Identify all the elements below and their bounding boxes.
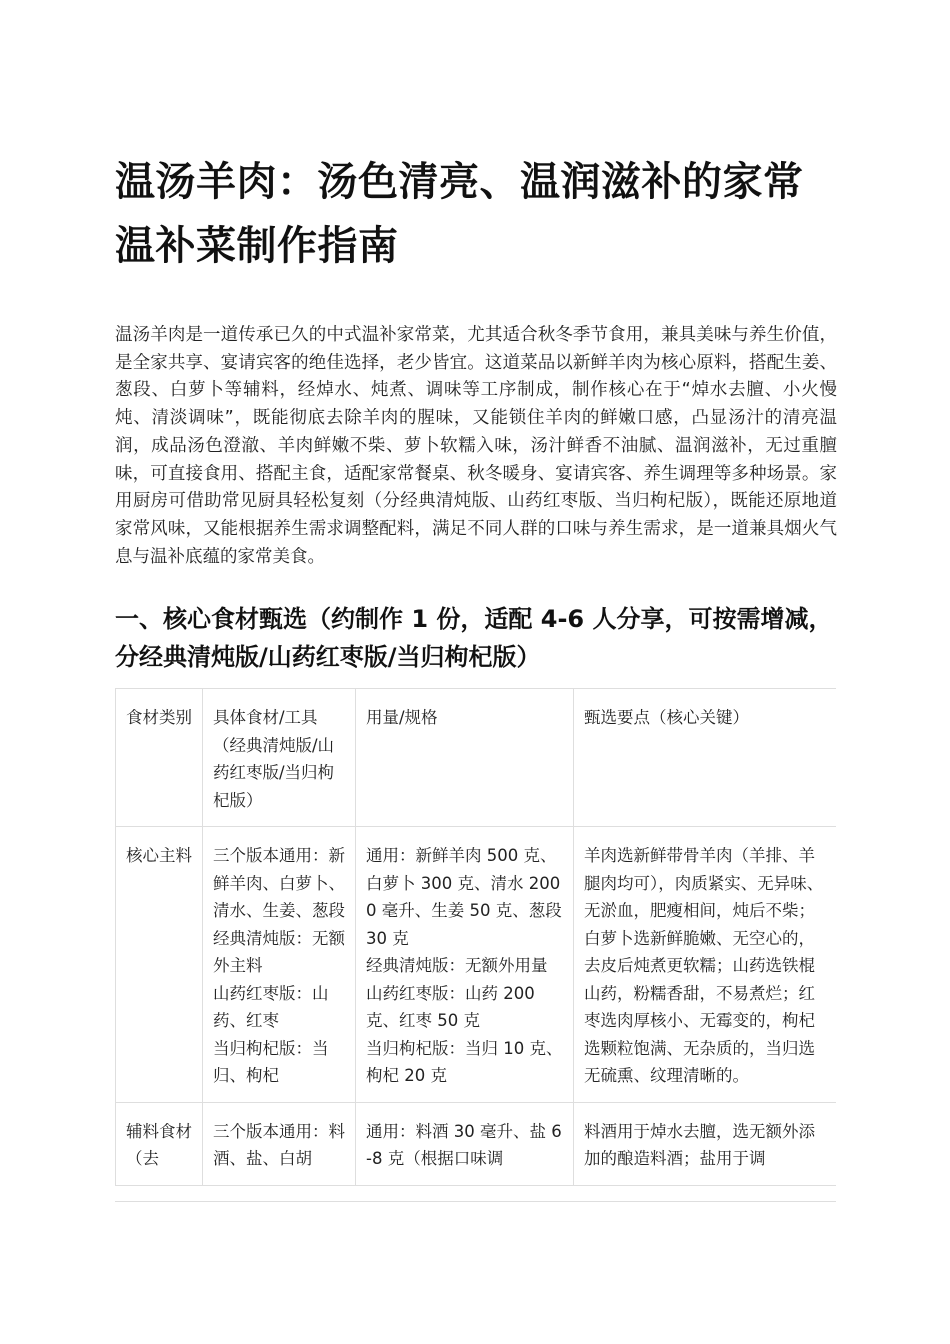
header-cell-item: 具体食材/工具（经典清炖版/山药红枣版/当归枸杞版） bbox=[203, 689, 356, 827]
table-row bbox=[116, 827, 837, 1103]
table-row bbox=[116, 1102, 837, 1185]
cell-item: 三个版本通用：新鲜羊肉、白萝卜、清水、生姜、葱段 经典清炖版：无额外主料 山药红枣版：山药、红枣 当归枸杞版：当归、枸杞 bbox=[203, 827, 356, 1103]
header-cell-category: 食材类别 bbox=[116, 689, 203, 827]
header-cell-tips: 甄选要点（核心关键） bbox=[574, 689, 837, 827]
section-heading-ingredients: 一、核心食材甄选（约制作 1 份，适配 4-6 人分享，可按需增减，分经典清炖版/山药红枣版/当归枸杞版） bbox=[115, 605, 833, 671]
cell-amount: 通用：新鲜羊肉 500 克、白萝卜 300 克、清水 2000 毫升、生姜 50 克、葱段 30 克 经典清炖版：无额外用量 山药红枣版：山药 200 克、红枣 50 克 当归枸杞版：当归 10 克、枸杞 20 克 bbox=[356, 827, 574, 1103]
cell-amount: 通用：料酒 30 毫升、盐 6-8 克（根据口味调 bbox=[356, 1102, 574, 1185]
cell-category: 辅料食材（去 bbox=[116, 1102, 203, 1185]
table-header-row bbox=[116, 689, 837, 827]
ingredients-table-container bbox=[115, 688, 836, 1202]
cell-tips: 羊肉选新鲜带骨羊肉（羊排、羊腿肉均可），肉质紧实、无异味、无淤血，肥瘦相间，炖后不柴；白萝卜选新鲜脆嫩、无空心的，去皮后炖煮更软糯；山药选铁棍山药，粉糯香甜，不易煮烂；红枣选肉厚核小、无霉变的，枸杞选颗粒饱满、无杂质的，当归选无硫熏、纹理清晰的。 bbox=[574, 827, 837, 1103]
header-cell-amount: 用量/规格 bbox=[356, 689, 574, 827]
cell-tips: 料酒用于焯水去膻，选无额外添加的酿造料酒；盐用于调 bbox=[574, 1102, 837, 1185]
cell-category: 核心主料 bbox=[116, 827, 203, 1103]
document-title: 温汤羊肉：汤色清亮、温润滋补的家常温补菜制作指南 bbox=[115, 159, 804, 269]
intro-paragraph: 温汤羊肉是一道传承已久的中式温补家常菜，尤其适合秋冬季节食用，兼具美味与养生价值，是全家共享、宴请宾客的绝佳选择，老少皆宜。这道菜品以新鲜羊肉为核心原料，搭配生姜、葱段、白萝卜等辅料，经焯水、炖煮、调味等工序制成，制作核心在于“焯水去膻、小火慢炖、清淡调味”，既能彻底去除羊肉的腥味，又能锁住羊肉的鲜嫩口感，凸显汤汁的清亮温润，成品汤色澄澈、羊肉鲜嫩不柴、萝卜软糯入味，汤汁鲜香不油腻、温润滋补，无过重膻味，可直接食用、搭配主食，适配家常餐桌、秋冬暖身、宴请宾客、养生调理等多种场景。家用厨房可借助常见厨具轻松复刻（分经典清炖版、山药红枣版、当归枸杞版），既能还原地道家常风味，又能根据养生需求调整配料，满足不同人群的口味与养生需求，是一道兼具烟火气息与温补底蕴的家常美食。 bbox=[115, 325, 837, 567]
ingredients-table bbox=[115, 688, 836, 1186]
cell-item: 三个版本通用：料酒、盐、白胡 bbox=[203, 1102, 356, 1185]
